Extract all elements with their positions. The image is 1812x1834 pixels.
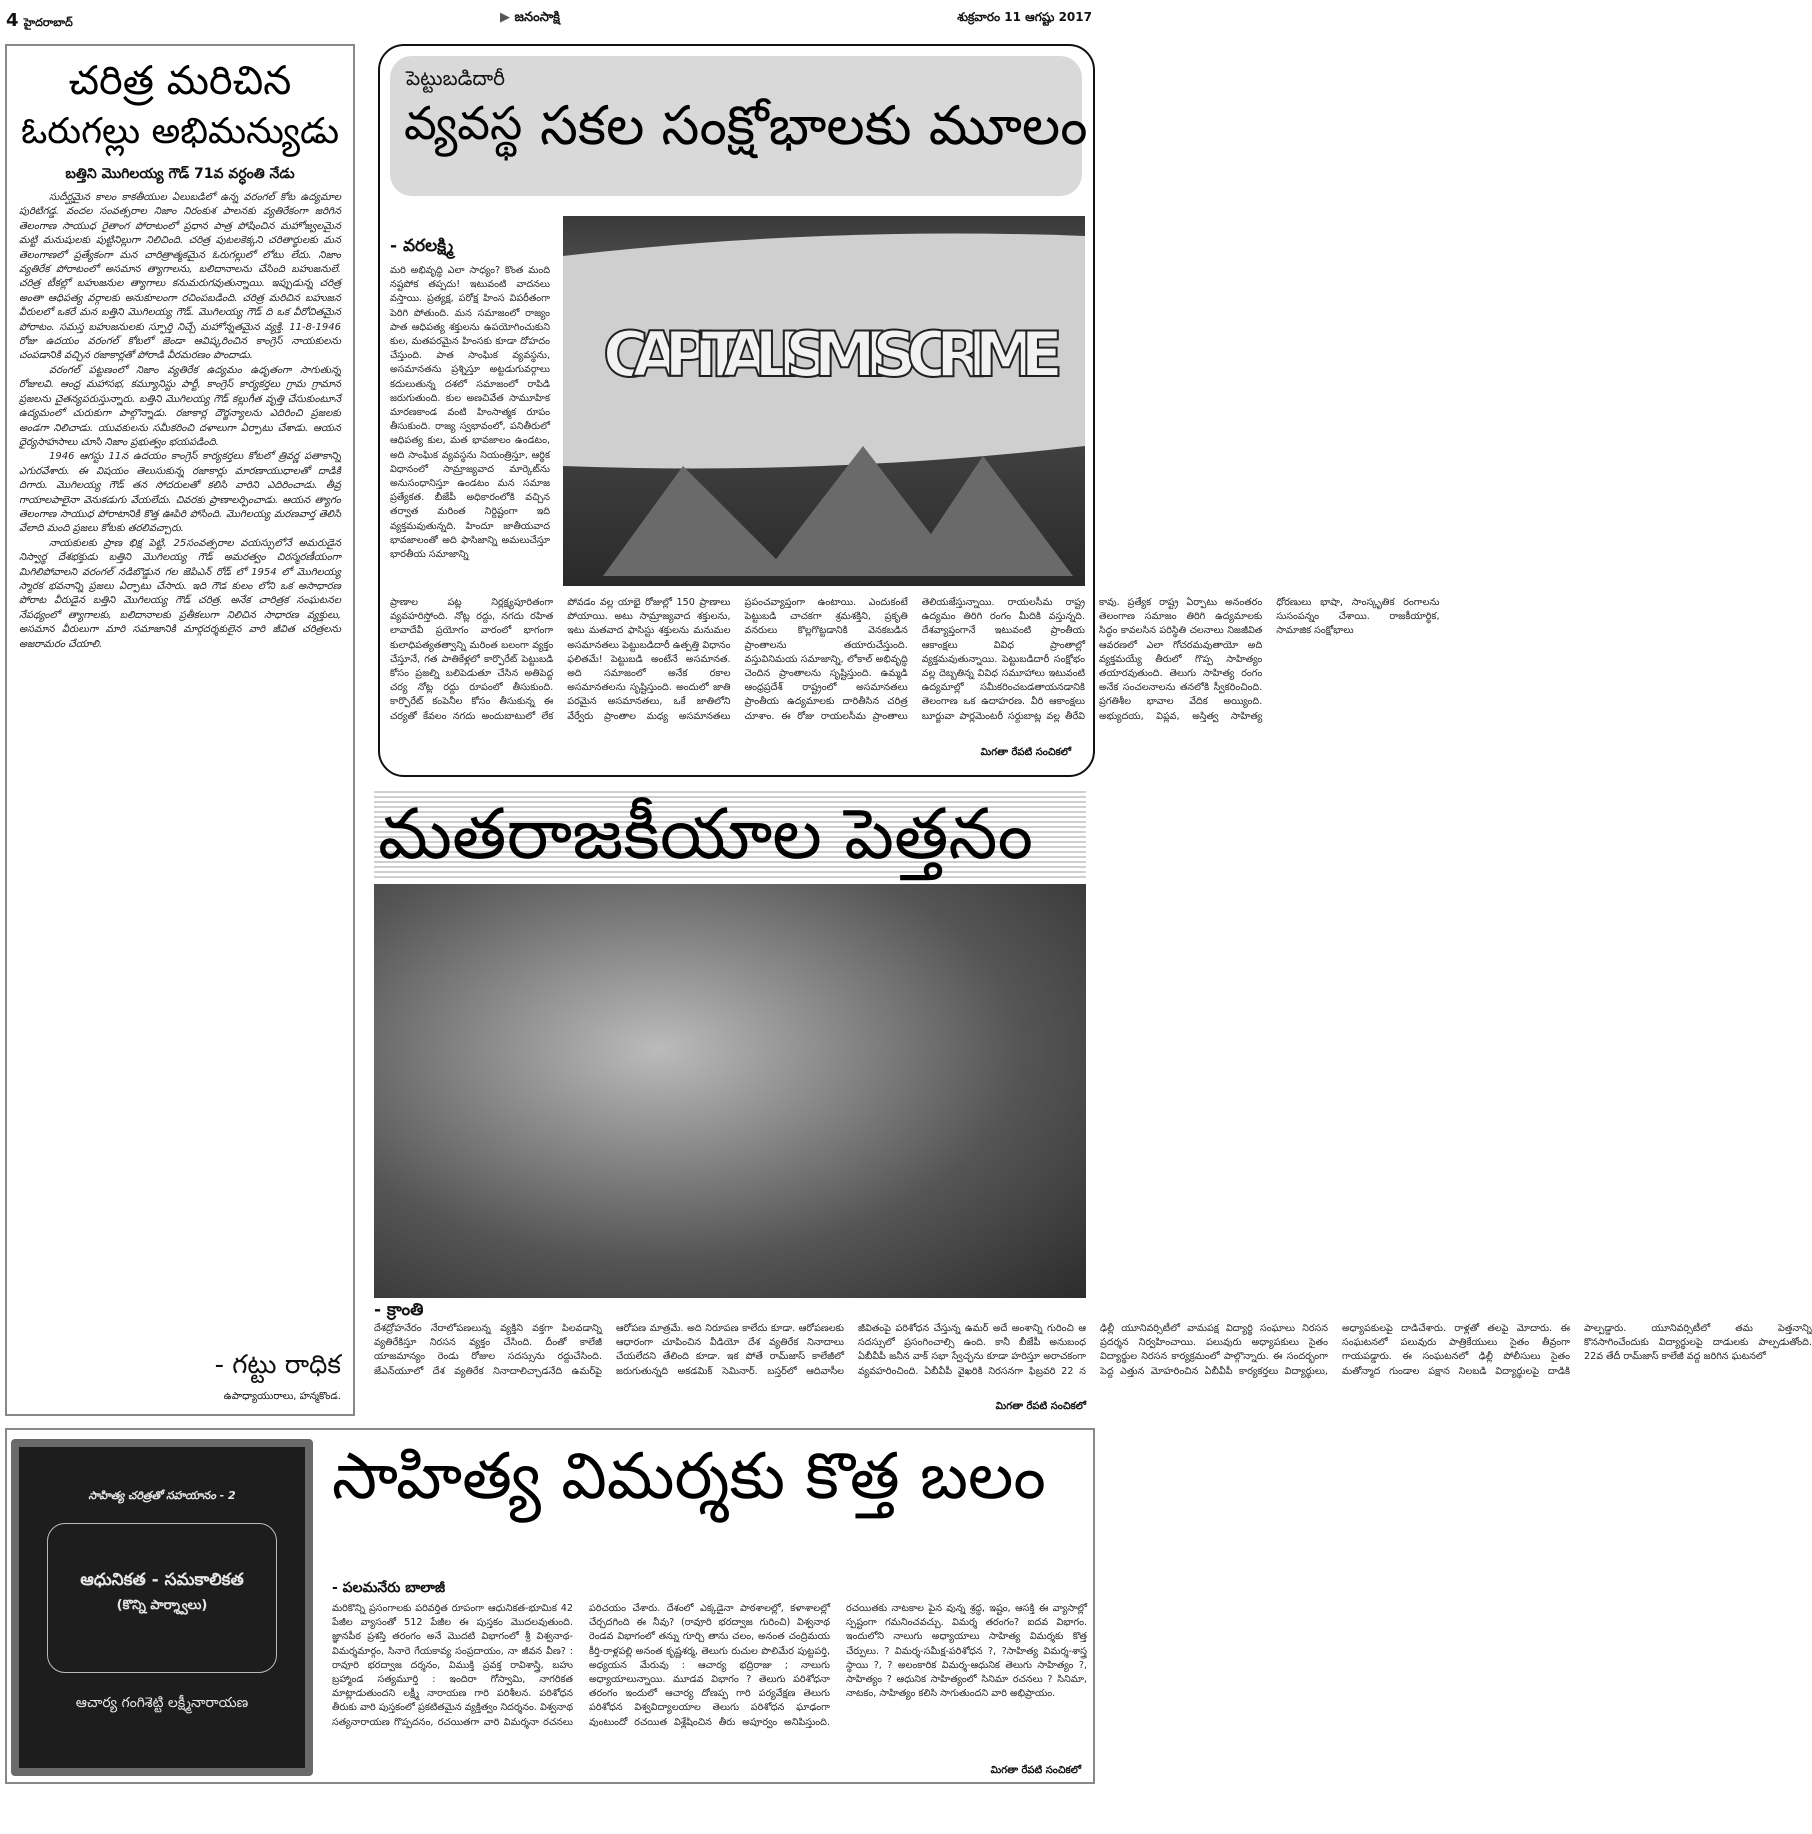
article2-continued: మిగతా రేపటి సంచికలో	[980, 747, 1071, 758]
banner-text: CAPITALISM IS CRIME	[603, 318, 1063, 391]
book-title-frame	[47, 1523, 277, 1673]
logo-text: జనంసాక్షి	[514, 10, 560, 25]
article-capitalism-box	[378, 44, 1440, 777]
headline-band	[374, 788, 1086, 880]
article4-continued: మిగతా రేపటి సంచికలో	[990, 1765, 1081, 1776]
issue-date: శుక్రవారం 11 ఆగష్టు 2017	[957, 10, 1092, 24]
book-series: సాహిత్య చరిత్రతో సహయానం - 2	[88, 1489, 236, 1502]
masthead-logo	[500, 10, 560, 28]
article1-body	[19, 191, 341, 652]
paragraph: నాయకులకు ప్రాణ భిక్ష పెట్టి, 25సంవత్సరాల వయస్సులోనే అమరుడైన నిస్వార్థ దేశభక్తుడు బత్తిని మొగిలయ్య గౌడ్ అమరత్వం చిరస్మరణీయంగా మిగిలిపోవాలని వరంగల్ నడిబొడ్డున గల జెపిఎన్ రోడ్ లో 1954 లో మొగిలయ్య స్మారక భవనాన్ని ప్రజలు ఏర్పాటు చేసారు. ఇది గౌడ కులం లోని ఒక అసాధారణ పోరాట వీరుడైన బత్తిని మొగిలయ్య గౌడ్ చరిత్ర. అనేక చారిత్రక సంఘటనల నేపథ్యంలో త్యాగాలకు, బలిదానాలకు ప్రతీకలుగా నిలిచిన సాధారణ వ్యక్తులు, అసమాన వీరులుగా మారి సమాజానికి మార్గదర్శకులైన వారి జీవిత చరిత్రలను అజరామరం చేయాలి.	[19, 537, 341, 650]
article2-headline: సకల సంక్షోభాలకు మూలం	[540, 94, 1088, 157]
paragraph: వరంగల్ పట్టణంలో నిజాం వ్యతిరేక ఉద్యమం ఉధృతంగా సాగుతున్న రోజులవి. ఆంధ్ర మహాసభ, కమ్యూనిస్టు పార్టీ, కాంగ్రెస్ కార్యకర్తలు గ్రామ గ్రామాన ప్రజలను చైతన్యపరుస్తున్నారు. బత్తిని మొగిలయ్య గౌడ్ కల్లుగీత వృత్తి చేసుకుంటూనే ఉద్యమంలో చురుకుగా పాల్గొన్నాడు. రజాకార్ల దౌర్జన్యాలను ఎదిరించి ప్రజలకు అండగా నిలిచాడు. యువకులను సమీకరించి దళాలుగా ఏర్పాటు చేశాడు. ఆయన ధైర్యసాహసాలు చూసి నిజాం ప్రభుత్వం భయపడింది.	[19, 364, 341, 448]
book-title: ఆధునికత - సమకాలికత	[80, 1570, 244, 1590]
article4-body: మరికొన్ని ప్రసంగాలకు పరివర్తిత రూపంగా ఆధునికత-భూమిక 42 పేజీల వ్యాసంతో 512 పేజీల ఈ పుస్తకం మొదలవుతుంది. జ్ఞానపీఠ ప్రశస్తి తరంగం అనే మొదటి విభాగంలో శ్రీ విశ్వనాథ- విమర్శమార్గం, సినారె గేయకావ్య సంప్రదాయం, నా జీవన వీణ? : రావూరి భరద్వాజ దర్శనం, విముక్తి ప్రవక్త రావిశాస్త్రి, బహు బ్రహ్మాండ సత్యమూర్తి : ఇందిరా గోస్వామి, నాగరికత మాట్లాడుతుందని లక్ష్మీ నారాయణ గారి పరిశీలన. పరిశోధన తీరుకు వారి పుస్తకంలో ప్రకటితమైన వ్యక్తిత్వం నిదర్శనం. విశ్వనాథ సత్యనారాయణ గొప్పదనం, రచయితగా వారి విమర్శనా రచనలు పరిచయం చేశారు. దేశంలో ఎక్కడైనా పాఠశాలల్లో, కళాశాలల్లో చేర్చదగింది ఈ నీవు? (రావూరి భరద్వాజ గురించి) విశ్వనాథ రెండవ విభాగంలో తన్ను గూర్చి తాను చలం, అనంత చంద్రిమయ కీర్తి-రాళ్లపల్లి అనంత కృష్ణశర్మ, తెలుగు రుచుల పొలిమేర పుట్టపర్తి, అధ్యయన మేరువు : ఆచార్య భద్రిరాజు ; నాలుగు అధ్యాయాలున్నాయి. మూడవ విభాగం ? తెలుగు పరిశోధనా తరంగం ఇందులో ఆచార్య దోణప్ప గారి పర్యవేక్షణ తెలుగు పరిశోధన విశ్వవిద్యాలయాల తెలుగు పరిశోధన ఘాఢంగా వుంటుందో రచయిత విశ్లేషించిన తీరు అపూర్వం అనిపిస్తుంది. రచయితకు నాటకాల పైన వున్న శ్రద్ధ, ఇష్టం, ఆసక్తి ఈ వ్యాసాల్లో స్పష్టంగా గమనించవచ్చు. విమర్శ తరంగం? ఐదవ విభాగం. ఇందులోని నాలుగు అధ్యాయాలు సాహిత్య విమర్శకు కొత్త చేర్పులు. ? విమర్శ-సమీక్ష-పరిశోధన ?, ?సాహిత్య విమర్శ-శాస్త్ర స్థాయి ?, ? అలంకారిక విమర్శ-ఆధునిక తెలుగు సాహిత్యం ?, సాహిత్యం ? ఆధునిక సాహిత్యంలో సినిమా రచనలు ? సినిమా, నాటకం, సాహిత్యం కలిసి సాగుతుందని వారి అభిప్రాయం.	[332, 1603, 1087, 1728]
article1-subtitle: బత్తిని మొగిలయ్య గౌడ్ 71వ వర్ధంతి నేడు	[65, 166, 295, 182]
article4-headline: సాహిత్య విమర్శకు కొత్త బలం	[332, 1440, 1046, 1514]
logo-arrow-icon: ▶	[500, 10, 510, 25]
headline-banner	[390, 56, 1088, 196]
section-name: హైదరాబాద్	[23, 16, 73, 29]
article2-lead: మరి అభివృద్ధి ఎలా సాధ్యం? కొంత మంది నష్టపోక తప్పదు! ఇటువంటి వాదనలు వస్తాయి. ప్రత్యక్ష, పరోక్ష హింస విపరీతంగా పెరిగి పోతుంది. మన సమాజంలో రాజ్యం పాత ఆధిపత్య శక్తులను ఉపయోగించుకుని కుల, మతపరమైన హింసకు కూడా దోహదం చేస్తుంది. పాత సాంఘిక వ్యవస్థను, అసమానతను ప్రశ్నిస్తూ అట్టడుగువర్గాలు కదులుతున్న దశలో సమాజంలో రాపిడి జరుగుతుంది. కుల అణచివేత సామూహిక మారణకాండ వంటి హింసాత్మక రూపం తీసుకుంది. రాజ్య స్వభావంలో, పనితీరులో ఆధిపత్య కుల, మత భావజాలం ఉండటం, అది సాంఘిక వ్యవస్థను నియంత్రిస్తూ, ఆర్థిక విధానంలో సామ్రాజ్యవాద మార్కెట్‌ను అనుసంధానిస్తూ ఉండటం మన సమాజ ప్రత్యేకత. బీజేపీ అధికారంలోకి వచ్చిన తర్వాత మరింత నిర్దిష్టంగా ఇది వ్యక్తమవుతున్నది. హిందూ జాతీయవాద భావజాలంతో అది ఫాసిజాన్ని అమలుచేస్తూ భారతీయ సమాజాన్ని	[390, 265, 550, 561]
article1-author: - గట్టు రాధిక	[214, 1350, 341, 1380]
article2-kicker: పెట్టుబడిదారీ	[406, 66, 506, 90]
article2-body: ప్రాణాల పట్ల నిర్లక్ష్యపూరితంగా వ్యవహరిస్తోంది. నోట్ల రద్దు, నగదు రహిత లావాదేవీ ప్రయోగం వారంలో భాగంగా కులాధిపత్యతత్వాన్ని మరింత బలంగా వ్యక్తం చేస్తూనే, గత పాతికేళ్లలో కార్పొరేట్ పెట్టుబడి కోసం ప్రజల్ని బలిపెడుతూ చేసిన అతిపెద్ద చర్య నోట్ల రద్దు రూపంలో తీసుకుంది. కార్పొరేట్ కంపెనీల కోసం తీసుకున్న ఈ చర్యతో కేవలం నగదు అందుబాటులో లేక పోవడం వల్ల యాభై రోజుల్లో 150 ప్రాణాలు పోయాయి. అటు సామ్రాజ్యవాద శక్తులను, ఇటు మతవాద ఫాసిస్టు శక్తులను మనుమల అసమానతలు పెట్టుబడిదారీ ఉత్పత్తి విధానం ఫలితమే! పెట్టుబడి అంటేనే అసమానత. అది సమాజంలో అనేక రకాల అసమానతలను సృష్టిస్తుంది. అందులో జాతి పరమైన అసమానతలు, ఒకే జాతిలోని వేర్వేరు ప్రాంతాల మధ్య అసమానతలు ప్రపంచవ్యాప్తంగా ఉంటాయి. ఎందుకంటే పెట్టుబడి చాచకగా శ్రమశక్తిని, ప్రకృతి వనరులు కొల్లగొట్టడానికి వెనకబడిన ప్రాంతాలను తయారుచేస్తుంది. వస్తువినిమయ సమాజాన్ని, లోకాల్ అభివృద్ధి చెందిన ప్రాంతాలను సృష్టిస్తుంది. ఉమ్మడి ఆంధ్రప్రదేశ్ రాష్ట్రంలో అసమానతలు ప్రాంతీయ ఉద్యమాలకు దారితీసిన చరిత్ర చూశాం. ఈ రోజు రాయలసీమ ప్రాంతాలు తెలియజేస్తున్నాయి. రాయలసీమ రాష్ట్ర ఉద్యమం తిరిగి రంగం మీదికి వస్తున్నది. దేశవ్యాప్తంగానే ఇటువంటి ప్రాంతీయ ఆకాంక్షలు వివిధ ప్రాంతాల్లో వ్యక్తమవుతున్నాయి. పెట్టుబడిదారీ సంక్షోభం వల్ల దెబ్బతిన్న వివిధ సమూహాలు ఇటువంటి ఉద్యమాల్లో సమీకరించబడతాయనడానికి తెలంగాణ ఒక ఉదాహరణ. వీరి ఆకాంక్షలు బూర్జువా పార్లమెంటరీ సర్దుబాట్ల వల్ల తీరేవి కావు. ప్రత్యేక రాష్ట్ర ఏర్పాటు అనంతరం తెలంగాణ సమాజం తిరిగి ఉద్యమాలకు సిద్ధం కావలసిన పరిస్థితి చలనాలు నిజజీవిత ఆవరణలో ఎలా గోచరమవుతాయో అది వ్యక్తమయ్యే తీరులో గొప్ప సాహిత్యం తయారవుతుంది. తెలుగు సాహిత్య రంగం అనేక సంచలనాలను తనలోకి స్వీకరించింది. ప్రగతిశీల భావాల వేదిక అయ్యింది. అభ్యుదయ, విప్లవ, అస్తిత్వ సాహిత్య ధోరణులు భాషా, సాంస్కృతిక రంగాలను సుసంపన్నం చేశాయి. రాజకీయార్థిక, సామాజిక సంక్షోభాలు	[390, 597, 1440, 722]
article3-byline: - క్రాంతి	[374, 1300, 424, 1320]
paragraph: 1946 ఆగస్టు 11న ఉదయం కాంగ్రెస్ కార్యకర్తలు కోటలో త్రివర్ణ పతాకాన్ని ఎగురవేశారు. ఈ విషయం తెలుసుకున్న రజాకార్లు మారణాయుధాలతో దాడికి దిగారు. మొగిలయ్య గౌడ్ తన సోదరులతో కలిసి వారిని ఎదిరించాడు. తీవ్ర గాయాలపాలైనా వెనుకడుగు వేయలేదు. చివరకు ప్రాణాలర్పించాడు. ఆయన త్యాగం తెలంగాణ సాయుధ పోరాటానికి కొత్త ఊపిరి పోసింది. మొగిలయ్య మరణవార్త తెలిసి వేలాది మంది ప్రజలు కోటకు తరలివచ్చారు.	[19, 451, 341, 535]
book-author: ఆచార్య గంగిశెట్టి లక్ష్మీనారాయణ	[75, 1695, 249, 1711]
article-literary-criticism-box	[5, 1428, 1095, 1784]
book-subtitle: (కొన్ని పార్శ్వాలు)	[116, 1598, 208, 1613]
protest-clash-photo	[374, 884, 1086, 1298]
article1-signature	[19, 1340, 341, 1404]
article1-designation: ఉపాధ్యాయురాలు, హన్మకొండ.	[223, 1391, 341, 1402]
page-number-section	[6, 10, 73, 32]
book-cover-image	[11, 1439, 313, 1776]
paragraph: సుదీర్ఘమైన కాలం కాకతీయుల ఏలుబడిలో ఉన్న వరంగల్ కోట ఉద్యమాల పురిటిగడ్డ. వందల సంవత్సరాల నిజాం నిరంకుశ పాలనకు వ్యతిరేకంగా జరిగిన తెలంగాణ సాయుధ రైతాంగ పోరాటంలో ప్రధాన పాత్ర పోషించిన మహోజ్వలమైన మట్టి మనుషులకు పుట్టినిల్లుగా నిలిచింది. చరిత్ర పుటలకెక్కని చరితార్థులకు మన తెలంగాణలో ప్రత్యేకంగా మన చారిత్రాత్మకమైన ఓరుగల్లులో లోటు లేదు. నిజాం వ్యతిరేక పోరాటంలో అసమాన త్యాగాలను, బలిదానాలను చేసింది బహుజనులే. చరిత్ర టీకల్లో బహుజనుల త్యాగాలు కనుమరుగవుతున్నాయి. ఇప్పుడున్న చరిత్ర అంతా ఆధిపత్య వర్గాలకు అనుకూలంగా రచింపబడింది. చరిత్ర మరిచిన బహుజన వీరులలో ఒకరే మన బత్తిని మొగిలయ్య గౌడ్. మొగిలయ్య గౌడ్ ది ఒక వీరోచితమైన పోరాటం. సమస్త బహుజనులకు స్ఫూర్తి నిచ్చే మహోన్నతమైన వ్యక్తి. 11-8-1946 రోజు ఉదయం వరంగల్ కోటలో జెండా ఆవిష్కరించిన కాంగ్రెస్ నాయకులను చంపడానికి వచ్చిన రజాకార్లతో పోరాడి వీరమరణం పొందాడు.	[19, 192, 341, 362]
article1-title-line2: ఓరుగల్లు అభిమన్యుడు	[20, 111, 340, 152]
article3-headline: మతరాజకీయాల పెత్తనం	[378, 793, 1034, 875]
article3-continued: మిగతా రేపటి సంచికలో	[995, 1401, 1086, 1412]
article-history-box	[5, 44, 355, 1416]
article3-body: దేశద్రోహనేరం నేరాలోపణలున్న వ్యక్తిని వక్తగా పిలవడాన్ని వ్యతిరేకిస్తూ నిరసన వ్యక్తం చేసింది. దీంతో కాలేజీ యాజమాన్యం రెండు రోజుల సదస్సును రద్దుచేసింది. జేఎన్‌యూలో దేశ వ్యతిరేక నినాదాలిచ్చాడనేది ఉమర్‌పై ఆరోపణ మాత్రమే. అది నిరూపణ కాలేదు కూడా. ఆరోపణలకు ఆధారంగా చూపించిన వీడియో దేశ వ్యతిరేక నినాదాలు చేయలేదని తేలింది కూడా. ఇక పోతే రామ్‌జాస్ కాలేజీలో జరుగుతున్నది అకడమిక్ సెమినార్. బస్తర్‌లో ఆదివాసీల జీవితంపై పరిశోధన చేస్తున్న ఉమర్ అదే అంశాన్ని గురించి ఆ సదస్సులో ప్రసంగించాల్సి ఉంది. కానీ బీజేపీ అనుబంధ ఏబీవీపీ జనీన వాక్ సభా స్వేచ్ఛను కూడా హరిస్తూ అరాచకంగా వ్యవహరించింది. ఏబీవీపీ వైఖరికి నిరసనగా ఫిబ్రవరి 22 న ఢిల్లీ యూనివర్సిటీలో వామపక్ష విద్యార్థి సంఘాలు నిరసన ప్రదర్శన నిర్వహించాయి. పలువురు అధ్యాపకులు సైతం విద్యార్థుల నిరసన కార్యక్రమంలో పాల్గొన్నారు. ఈ సందర్భంగా పెద్ద ఎత్తున మోహరించిన ఏబీవీపీ కార్యకర్తలు విద్యార్థులు, అధ్యాపకులపై దాడిచేశారు. రాళ్లతో తలపై మోదారు. ఈ సంఘటనలో పలువురు పాత్రికేయులు సైతం తీవ్రంగా గాయపడ్డారు. ఈ సంఘటనలో ఢిల్లీ పోలీసులు సైతం మతోన్మాద గుండాల పక్షాన నిలబడి విద్యార్థులపై దాడికి పాల్పడ్డారు. యూనివర్సిటీలో తమ పెత్తనాన్ని కొనసాగించేందుకు విద్యార్థులపై దాడులకు పాల్పడుతోంది. 22వ తేదీ రామ్‌జాస్ కాలేజీ వద్ద జరిగిన ఘటనలో	[374, 1323, 1812, 1377]
article4-byline: - పలమనేరు బాలాజీ	[332, 1580, 446, 1596]
article2-byline: - వరలక్ష్మి	[390, 236, 454, 256]
protest-banner-image	[563, 216, 1085, 586]
page-number: 4	[6, 10, 19, 31]
article2-kicker-big: వ్యవస్థ	[404, 96, 523, 150]
capitalism-protest-photo	[563, 216, 1085, 586]
article1-title-line1: చరిత్ర మరిచిన	[68, 58, 292, 104]
